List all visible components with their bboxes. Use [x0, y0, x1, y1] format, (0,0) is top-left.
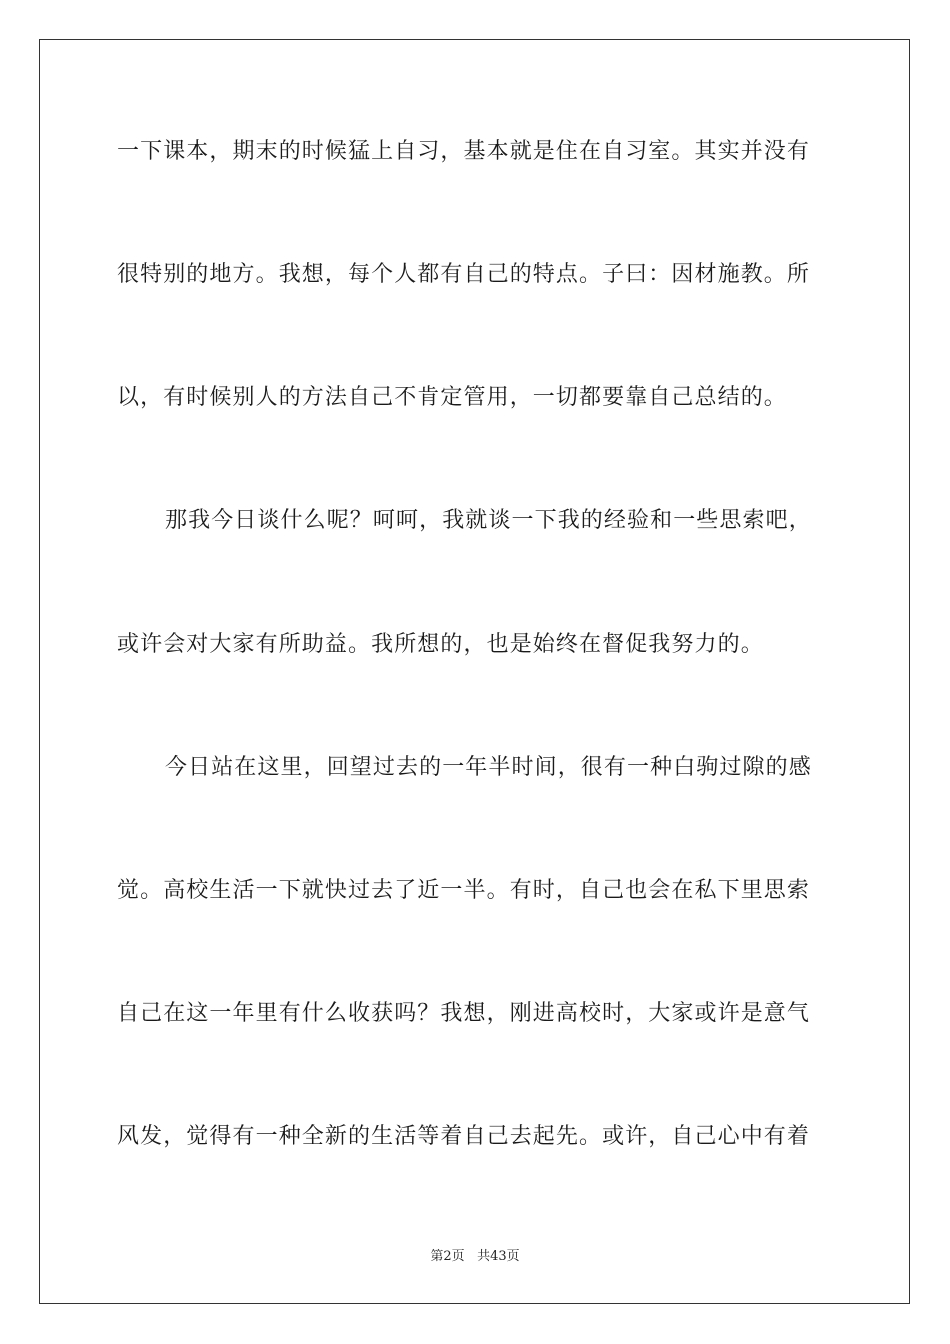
- page-total: 共43页: [477, 1249, 520, 1264]
- paragraph-start-line: 那我今日谈什么呢？呵呵，我就谈一下我的经验和一些思索吧，: [165, 508, 812, 533]
- text-line: 自己在这一年里有什么收获吗？我想，刚进高校时，大家或许是意气: [117, 1001, 811, 1026]
- text-line: 或许会对大家有所助益。我所想的，也是始终在督促我努力的。: [117, 632, 764, 657]
- page-border: [39, 39, 910, 1304]
- text-line: 以，有时候别人的方法自己不肯定管用，一切都要靠自己总结的。: [117, 385, 787, 410]
- page-number: 第2页: [430, 1249, 465, 1264]
- paragraph-start-line: 今日站在这里，回望过去的一年半时间，很有一种白驹过隙的感: [165, 755, 812, 780]
- text-line: 觉。高校生活一下就快过去了近一半。有时，自己也会在私下里思索: [117, 878, 811, 903]
- text-line: 风发，觉得有一种全新的生活等着自己去起先。或许，自己心中有着: [117, 1124, 811, 1149]
- text-line: 很特别的地方。我想，每个人都有自己的特点。子曰：因材施教。所: [117, 262, 811, 287]
- page-footer: [0, 1245, 950, 1264]
- text-line: 一下课本，期末的时候猛上自习，基本就是住在自习室。其实并没有: [117, 139, 811, 164]
